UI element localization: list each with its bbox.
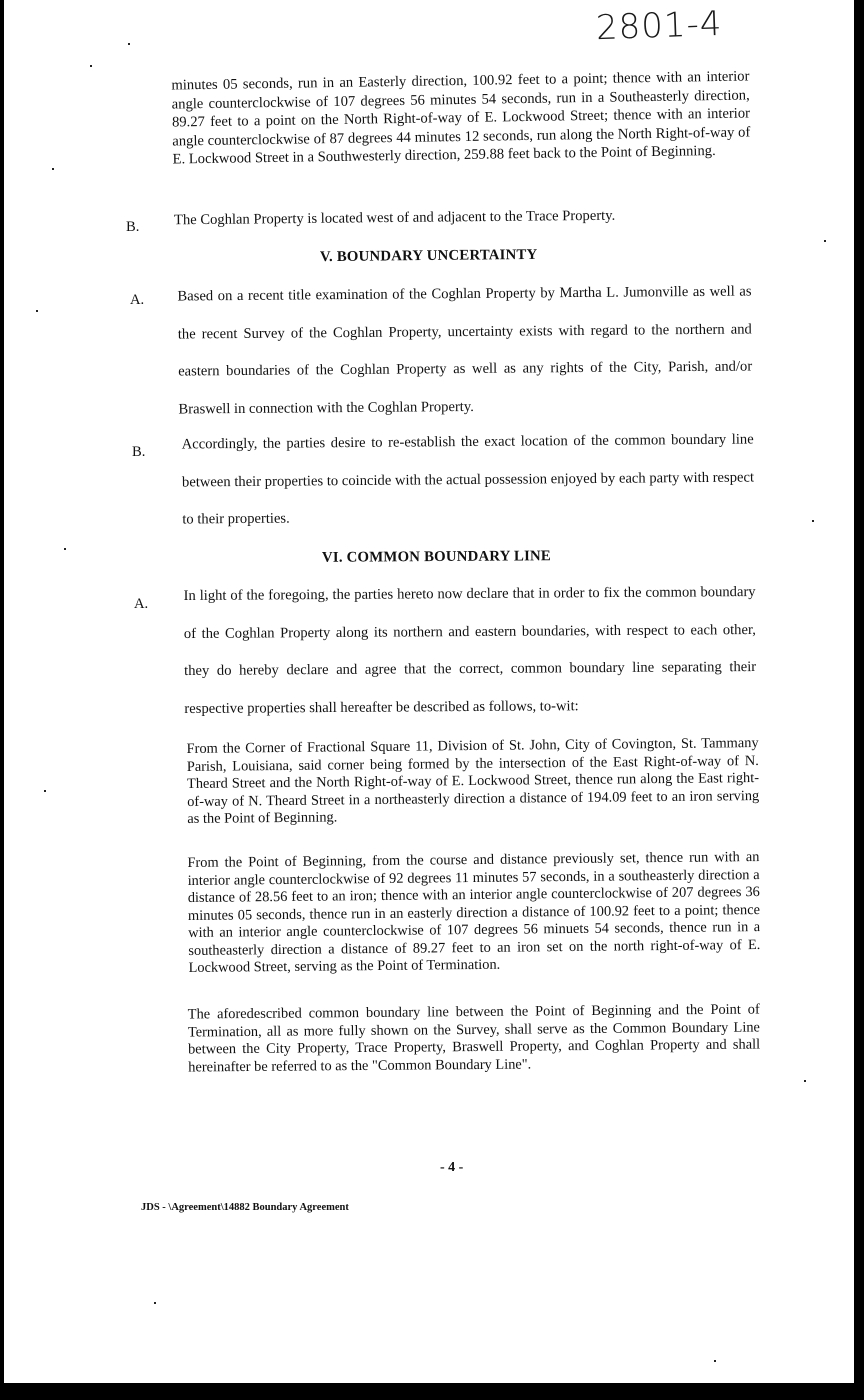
scan-speck [812, 520, 814, 522]
item-label: B. [132, 444, 146, 460]
section-heading-common-boundary-line: VI. COMMON BOUNDARY LINE [321, 548, 552, 566]
scan-speck [128, 43, 130, 45]
item-label: B. [126, 219, 140, 235]
scan-speck [824, 240, 826, 242]
legal-description-course: From the Point of Beginning, from the course and distance previously set, thence run with an interior angle counterclockwise of 92 degrees 11 minutes 57 seconds, in a southeasterly direction a distance of 28.56 feet to an iron; thence with an interior angle counterclockwise of 207 degrees 36 minutes 05 seconds, thence run in an easterly direction a distance of 100.92 feet to a point; thence with an interior angle counterclockwise of 107 degrees 56 minuets 54 seconds, thence run in a southeasterly direction a distance of 89.27 feet to an iron set on the north right-of-way of E. Lockwood Street, serving as the Point of Termination. [187, 849, 761, 976]
scan-speck [90, 65, 92, 67]
legal-description-common-boundary: The aforedescribed common boundary line between the Point of Beginning and the Point of Termination, all as more fully shown on the Survey, shall serve as the Common Boundary Line between the City Property, Trace Property, Braswell Property, and Coghlan Property and shall hereinafter be referred to as the "Common Boundary Line". [187, 1001, 761, 1075]
footer-file-path: JDS - \Agreement\14882 Boundary Agreement [141, 1202, 349, 1213]
scan-speck [804, 1080, 806, 1082]
section-v-item-a: Based on a recent title examination of the Coghlan Property by Martha L. Jumonville as well as the recent Survey of the Coghlan Property, uncertainty exists with regard to the northern and eastern boundaries of the Coghlan Property as well as any rights of the City, Parish, and/or Braswell in connection with the Coghlan Property. [177, 283, 753, 418]
page-number: - 4 - [440, 1160, 464, 1175]
section-vi-item-a: In light of the foregoing, the parties hereto now declare that in order to fix the common boundary of the Coghlan Property along its northern and eastern boundaries, with respect to each other, they do hereby declare and agree that the correct, common boundary line separating their respective properties shall hereafter be described as follows, to-wit: [183, 584, 757, 717]
legal-description-point-of-beginning: From the Corner of Fractional Square 11, Division of St. John, City of Covington, St. Tammany Parish, Louisiana, said corner being formed by the intersection of the East Right-of-way of N. Theard Street and the North Right-of-way of E. Lockwood Street, thence run along the East right-of-way of N. Theard Street in a northeasterly direction a distance of 194.09 feet to an iron serving as the Point of Beginning. [186, 735, 760, 827]
scan-speck [44, 790, 46, 792]
scanned-page [4, 0, 858, 1383]
item-label: A. [134, 596, 149, 612]
handwritten-document-number: 2801-4 [595, 3, 724, 49]
item-text: The Coghlan Property is located west of and adjacent to the Trace Property. [173, 207, 616, 229]
section-heading-boundary-uncertainty: V. BOUNDARY UNCERTAINTY [319, 246, 538, 266]
section-v-item-b: Accordingly, the parties desire to re-establish the exact location of the common boundary line between their properties to coincide with the actual possession enjoyed by each party with respect to their properties. [181, 431, 755, 528]
scan-speck [714, 1360, 716, 1362]
continuation-paragraph: minutes 05 seconds, run in an Easterly direction, 100.92 feet to a point; thence with an interior angle counterclockwise of 107 degrees 56 minutes 54 seconds, run in a Southeasterly direction, 89.27 feet to a point on the North Right-of-way of E. Lockwood Street; thence with an interior angle counterclockwise of 87 degrees 44 minutes 12 seconds, run along the North Right-of-way of E. Lockwood Street in a Southwesterly direction, 259.88 feet back to the Point of Beginning. [171, 68, 751, 168]
scan-border-right [854, 0, 864, 1400]
scan-speck [36, 310, 38, 312]
scan-speck [52, 168, 54, 170]
item-label: A. [130, 292, 145, 308]
scan-speck [154, 1302, 156, 1304]
scan-speck [64, 548, 66, 550]
